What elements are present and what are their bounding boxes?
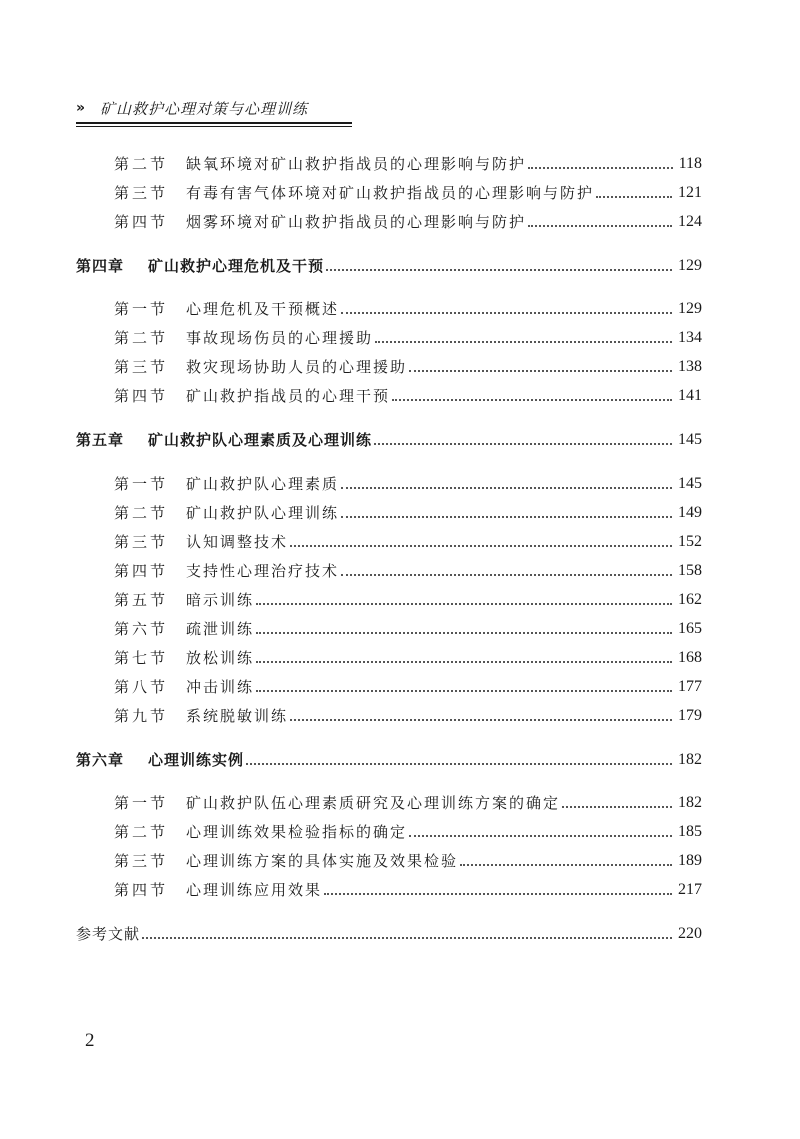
running-header bbox=[76, 96, 352, 130]
dot-leader bbox=[375, 341, 672, 343]
section-number: 第一节 bbox=[114, 794, 169, 812]
section-title: 缺氧环境对矿山救护指战员的心理影响与防护 bbox=[186, 155, 527, 173]
dot-leader bbox=[256, 661, 672, 663]
toc-section-row[interactable] bbox=[0, 500, 800, 526]
chapter-number: 第六章 bbox=[76, 751, 125, 769]
chapter-number: 第五章 bbox=[76, 431, 125, 449]
section-number: 第三节 bbox=[114, 184, 169, 202]
toc-page-number: 217 bbox=[678, 881, 702, 898]
section-number: 第四节 bbox=[114, 881, 169, 899]
dot-leader bbox=[341, 487, 672, 489]
section-number: 第四节 bbox=[114, 562, 169, 580]
dot-leader bbox=[324, 893, 672, 895]
toc-page-number: 121 bbox=[678, 184, 702, 201]
toc-chapter-row[interactable] bbox=[0, 253, 800, 279]
section-title: 烟雾环境对矿山救护指战员的心理影响与防护 bbox=[186, 213, 527, 231]
toc-page-number: 189 bbox=[678, 852, 702, 869]
references-title: 参考文献 bbox=[76, 925, 141, 943]
book-title: 矿山救护心理对策与心理训练 bbox=[100, 100, 309, 118]
section-number: 第二节 bbox=[114, 329, 169, 347]
toc-page-number: 149 bbox=[678, 504, 702, 521]
toc-section-row[interactable] bbox=[0, 616, 800, 642]
dot-leader bbox=[341, 312, 672, 314]
toc-section-row[interactable] bbox=[0, 325, 800, 351]
section-number: 第四节 bbox=[114, 387, 169, 405]
dot-leader bbox=[256, 632, 672, 634]
section-title: 心理训练效果检验指标的确定 bbox=[186, 823, 408, 841]
section-number: 第五节 bbox=[114, 591, 169, 609]
toc-section-row[interactable] bbox=[0, 209, 800, 235]
header-rule bbox=[76, 122, 352, 124]
section-number: 第三节 bbox=[114, 852, 169, 870]
toc-section-row[interactable] bbox=[0, 529, 800, 555]
dot-leader bbox=[460, 864, 672, 866]
toc-page-number: 165 bbox=[678, 620, 702, 637]
toc-references-row[interactable] bbox=[0, 921, 800, 947]
dot-leader bbox=[562, 806, 672, 808]
dot-leader bbox=[290, 545, 672, 547]
dot-leader bbox=[528, 167, 673, 169]
toc-page-number: 220 bbox=[678, 925, 702, 942]
section-title: 放松训练 bbox=[186, 649, 255, 667]
toc-page-number: 145 bbox=[678, 431, 702, 448]
section-number: 第八节 bbox=[114, 678, 169, 696]
toc-section-row[interactable] bbox=[0, 877, 800, 903]
section-number: 第七节 bbox=[114, 649, 169, 667]
dot-leader bbox=[528, 225, 672, 227]
toc-page-number: 129 bbox=[678, 300, 702, 317]
toc-section-row[interactable] bbox=[0, 674, 800, 700]
dot-leader bbox=[341, 516, 672, 518]
toc-page-number: 185 bbox=[678, 823, 702, 840]
header-rule-thin bbox=[76, 126, 352, 127]
toc-page-number: 162 bbox=[678, 591, 702, 608]
dot-leader bbox=[374, 443, 672, 445]
dot-leader bbox=[341, 574, 672, 576]
toc-section-row[interactable] bbox=[0, 296, 800, 322]
section-title: 矿山救护队伍心理素质研究及心理训练方案的确定 bbox=[186, 794, 561, 812]
chapter-title: 心理训练实例 bbox=[148, 751, 245, 769]
toc-section-row[interactable] bbox=[0, 471, 800, 497]
dot-leader bbox=[256, 603, 672, 605]
section-number: 第二节 bbox=[114, 155, 169, 173]
toc-page-number: 182 bbox=[678, 751, 702, 768]
toc-page-number: 129 bbox=[678, 257, 702, 274]
toc-section-row[interactable] bbox=[0, 848, 800, 874]
dot-leader bbox=[392, 399, 672, 401]
toc-chapter-row[interactable] bbox=[0, 427, 800, 453]
toc-section-row[interactable] bbox=[0, 703, 800, 729]
chapter-title: 矿山救护队心理素质及心理训练 bbox=[148, 431, 373, 449]
section-title: 心理训练方案的具体实施及效果检验 bbox=[186, 852, 459, 870]
section-title: 支持性心理治疗技术 bbox=[186, 562, 340, 580]
toc-page-number: 179 bbox=[678, 707, 702, 724]
toc-page-number: 177 bbox=[678, 678, 702, 695]
toc-page-number: 145 bbox=[678, 475, 702, 492]
dot-leader bbox=[409, 835, 672, 837]
toc-page-number: 134 bbox=[678, 329, 702, 346]
toc-section-row[interactable] bbox=[0, 819, 800, 845]
toc-chapter-row[interactable] bbox=[0, 747, 800, 773]
toc-page-number: 141 bbox=[678, 387, 702, 404]
section-title: 疏泄训练 bbox=[186, 620, 255, 638]
section-number: 第一节 bbox=[114, 300, 169, 318]
toc-section-row[interactable] bbox=[0, 645, 800, 671]
section-title: 心理危机及干预概述 bbox=[186, 300, 340, 318]
section-title: 心理训练应用效果 bbox=[186, 881, 323, 899]
section-title: 矿山救护队心理训练 bbox=[186, 504, 340, 522]
toc-section-row[interactable] bbox=[0, 151, 800, 177]
section-title: 矿山救护队心理素质 bbox=[186, 475, 340, 493]
toc-section-row[interactable] bbox=[0, 587, 800, 613]
section-number: 第三节 bbox=[114, 533, 169, 551]
dot-leader bbox=[596, 196, 672, 198]
chapter-number: 第四章 bbox=[76, 257, 125, 275]
double-chevron-icon: » bbox=[76, 100, 82, 116]
toc-section-row[interactable] bbox=[0, 354, 800, 380]
dot-leader bbox=[142, 937, 672, 939]
toc-page-number: 152 bbox=[678, 533, 702, 550]
section-number: 第三节 bbox=[114, 358, 169, 376]
toc-page-number: 158 bbox=[678, 562, 702, 579]
dot-leader bbox=[409, 370, 672, 372]
page-number: 2 bbox=[85, 1030, 95, 1051]
section-number: 第四节 bbox=[114, 213, 169, 231]
toc-page-number: 118 bbox=[678, 155, 702, 172]
section-title: 有毒有害气体环境对矿山救护指战员的心理影响与防护 bbox=[186, 184, 595, 202]
section-title: 事故现场伤员的心理援助 bbox=[186, 329, 374, 347]
dot-leader bbox=[256, 690, 672, 692]
section-title: 系统脱敏训练 bbox=[186, 707, 289, 725]
section-number: 第二节 bbox=[114, 504, 169, 522]
toc-section-row[interactable] bbox=[0, 383, 800, 409]
section-number: 第一节 bbox=[114, 475, 169, 493]
toc-page-number: 182 bbox=[678, 794, 702, 811]
toc-page-number: 168 bbox=[678, 649, 702, 666]
toc-section-row[interactable] bbox=[0, 790, 800, 816]
section-title: 冲击训练 bbox=[186, 678, 255, 696]
dot-leader bbox=[246, 763, 672, 765]
dot-leader bbox=[326, 269, 672, 271]
dot-leader bbox=[290, 719, 672, 721]
section-title: 矿山救护指战员的心理干预 bbox=[186, 387, 391, 405]
section-number: 第二节 bbox=[114, 823, 169, 841]
chapter-title: 矿山救护心理危机及干预 bbox=[148, 257, 325, 275]
section-number: 第九节 bbox=[114, 707, 169, 725]
toc-page-number: 124 bbox=[678, 213, 702, 230]
toc-section-row[interactable] bbox=[0, 558, 800, 584]
section-title: 救灾现场协助人员的心理援助 bbox=[186, 358, 408, 376]
toc-section-row[interactable] bbox=[0, 180, 800, 206]
section-title: 认知调整技术 bbox=[186, 533, 289, 551]
section-number: 第六节 bbox=[114, 620, 169, 638]
section-title: 暗示训练 bbox=[186, 591, 255, 609]
toc-page-number: 138 bbox=[678, 358, 702, 375]
